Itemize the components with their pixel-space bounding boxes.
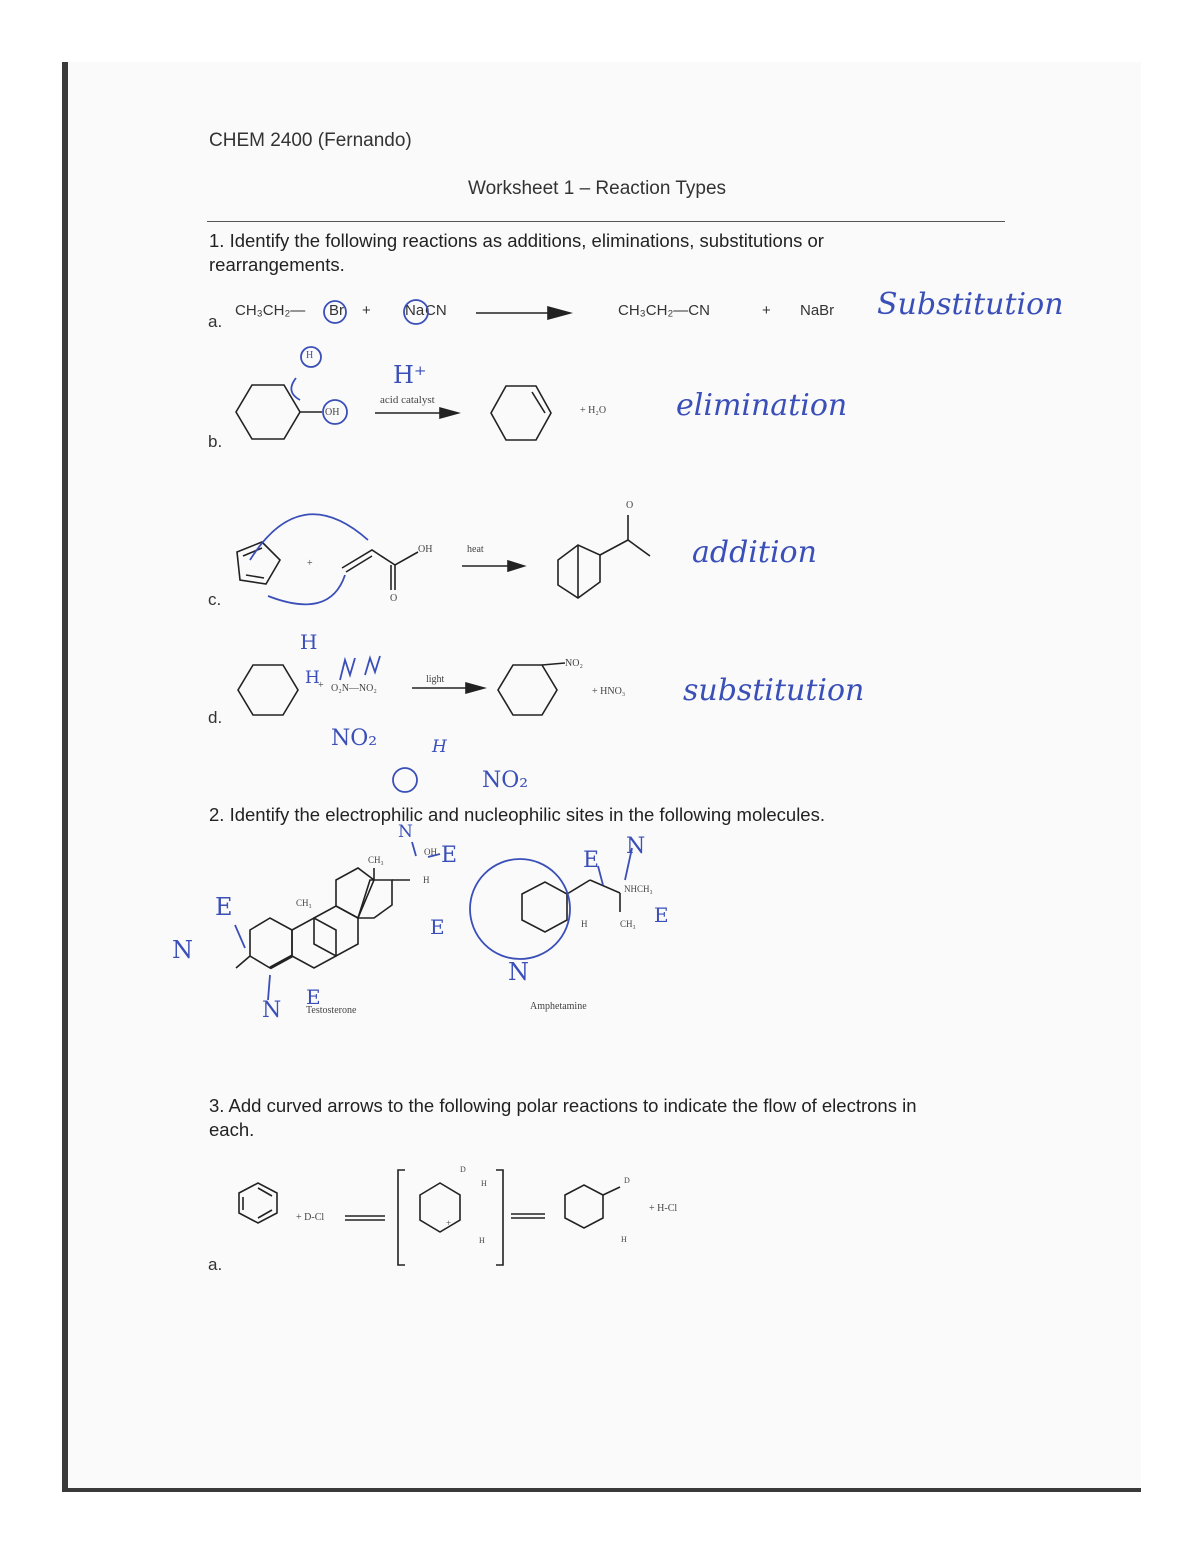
q1a-answer: Substitution xyxy=(877,287,1064,322)
q1d-label: d. xyxy=(208,708,223,727)
q1a-reactant: CH₃CH₂— xyxy=(235,302,306,319)
q1d-reagent: O₂N—NO₂ xyxy=(331,683,377,694)
q1a-plus2: + xyxy=(762,302,771,319)
q1d-note-no2b: NO₂ xyxy=(482,768,529,793)
q1-prompt-line2: rearrangements. xyxy=(209,254,345,275)
q1a-plus: + xyxy=(362,302,371,319)
q1c-answer: addition xyxy=(692,535,817,570)
q3a-intermediate xyxy=(420,1183,460,1232)
q3a-int-plus: + xyxy=(446,1218,452,1228)
q1b-arrow-label: acid catalyst xyxy=(380,394,435,406)
amphetamine-h: H xyxy=(581,919,588,929)
q1d-note-no2: NO₂ xyxy=(331,726,378,751)
q1d-product-no2: NO₂ xyxy=(565,658,583,669)
q1c-o-product: O xyxy=(626,500,634,511)
mark-e-oh: E xyxy=(441,843,458,868)
mark-e-dring: E xyxy=(430,915,445,939)
q1c-arrow-bottom xyxy=(268,575,345,604)
mark-e-methyl: E xyxy=(654,903,669,927)
q1c-arrow-top xyxy=(250,514,368,560)
q2-arrow-e-ring xyxy=(235,925,245,948)
q1a-product: CH₃CH₂—CN xyxy=(618,302,710,319)
testosterone-ch3-mid: CH₃ xyxy=(296,898,312,908)
q1d-cyclohexane xyxy=(238,665,298,715)
q1a-label: a. xyxy=(208,312,223,331)
testosterone-skeleton xyxy=(236,868,410,968)
q3a-bracket-left xyxy=(398,1170,405,1265)
amphetamine-label: Amphetamine xyxy=(530,1001,587,1012)
q1b-circled-h: H xyxy=(306,350,314,361)
q1b-cyclohexene xyxy=(491,386,551,440)
q3a-int-h2: H xyxy=(479,1236,485,1245)
q2-arrow-n-alkene xyxy=(268,975,270,1000)
mark-e-alkene: E xyxy=(306,985,321,1009)
q1c-arrow-label: heat xyxy=(467,544,484,555)
q2-prompt: 2. Identify the electrophilic and nucleophilic sites in the following molecules. xyxy=(209,804,825,825)
q1b-answer: elimination xyxy=(676,388,848,423)
q1b-byproduct: + H₂O xyxy=(580,405,607,416)
q1d-product-ring xyxy=(498,665,557,715)
q3a-int-d: D xyxy=(460,1165,466,1174)
q1a-cn: CN xyxy=(425,302,447,319)
mark-n-amine: N xyxy=(626,834,646,859)
q1a-leaving-group: Br xyxy=(329,302,344,319)
q3a-int-h1: H xyxy=(481,1179,487,1188)
q1d-plus: + xyxy=(318,680,324,691)
q3a-benzene xyxy=(239,1183,277,1223)
q1d-answer: substitution xyxy=(683,673,865,708)
mark-n-alkene: N xyxy=(262,998,282,1023)
mark-n-benzene: N xyxy=(508,958,529,986)
q1c-plus: + xyxy=(307,558,313,569)
q1b-circled-oh: OH xyxy=(325,407,340,418)
q2-benzene-circle xyxy=(470,859,570,959)
q3a-product-ring xyxy=(565,1185,603,1228)
q1d-note-h1: H xyxy=(300,630,318,654)
q1a-na: Na xyxy=(405,302,425,319)
q1d-note-ring xyxy=(393,768,417,792)
q3-prompt-line2: each. xyxy=(209,1119,255,1140)
q1a-na-circle xyxy=(404,300,428,324)
testosterone-h: H xyxy=(423,875,430,885)
q1b-label: b. xyxy=(208,432,223,451)
q1d-note-h3: H xyxy=(432,737,447,757)
mark-n-carbonyl: N xyxy=(172,936,193,964)
q1b-curved-arrow xyxy=(291,378,300,400)
q1b-oh-circle xyxy=(323,400,347,424)
mark-e-ring: E xyxy=(215,893,233,921)
q1c-label: c. xyxy=(208,590,222,609)
q1d-note-h2: H xyxy=(305,668,320,688)
testosterone-oh: OH xyxy=(424,847,437,857)
q1d-byproduct: + HNO₃ xyxy=(592,686,626,697)
q1a-arrowhead xyxy=(548,307,570,319)
q3a-prod-h: H xyxy=(621,1235,627,1244)
amphetamine-ch3: CH₃ xyxy=(620,919,636,929)
q1c-oh: OH xyxy=(418,544,433,555)
q1-prompt-line1: 1. Identify the following reactions as additions, eliminations, substitutions or xyxy=(209,230,824,251)
q1d-arrow-label: light xyxy=(426,674,445,685)
q3a-reagent: + D-Cl xyxy=(296,1212,325,1223)
testosterone-label: Testosterone xyxy=(306,1005,357,1016)
q1c-acrylic-acid xyxy=(342,550,418,568)
amphetamine-skeleton xyxy=(522,880,620,932)
q1c-norbornene xyxy=(558,545,600,598)
q1c-o-reactant: O xyxy=(390,593,398,604)
q1d-radical-marks xyxy=(340,658,355,680)
q3a-prod-d: D xyxy=(624,1176,630,1185)
course-header: CHEM 2400 (Fernando) xyxy=(209,130,412,151)
q1a-byproduct: NaBr xyxy=(800,302,835,319)
testosterone-ch3-top: CH₃ xyxy=(368,855,384,865)
q1b-h-circle xyxy=(301,347,321,367)
q3a-bracket-right xyxy=(496,1170,503,1265)
q1b-h-plus-note: H⁺ xyxy=(393,361,427,389)
q3-prompt-line1: 3. Add curved arrows to the following polar reactions to indicate the flow of electrons in xyxy=(209,1095,917,1116)
q3a-byproduct: + H-Cl xyxy=(649,1203,678,1214)
mark-n-oh: N xyxy=(398,822,413,842)
worksheet-title: Worksheet 1 – Reaction Types xyxy=(468,178,727,199)
q3a-label: a. xyxy=(208,1255,223,1274)
q1a-br-circle xyxy=(324,301,346,323)
q1b-cyclohexane xyxy=(236,385,300,439)
mark-e-chiral: E xyxy=(583,848,600,873)
amphetamine-nh: NHCH₃ xyxy=(624,884,653,894)
